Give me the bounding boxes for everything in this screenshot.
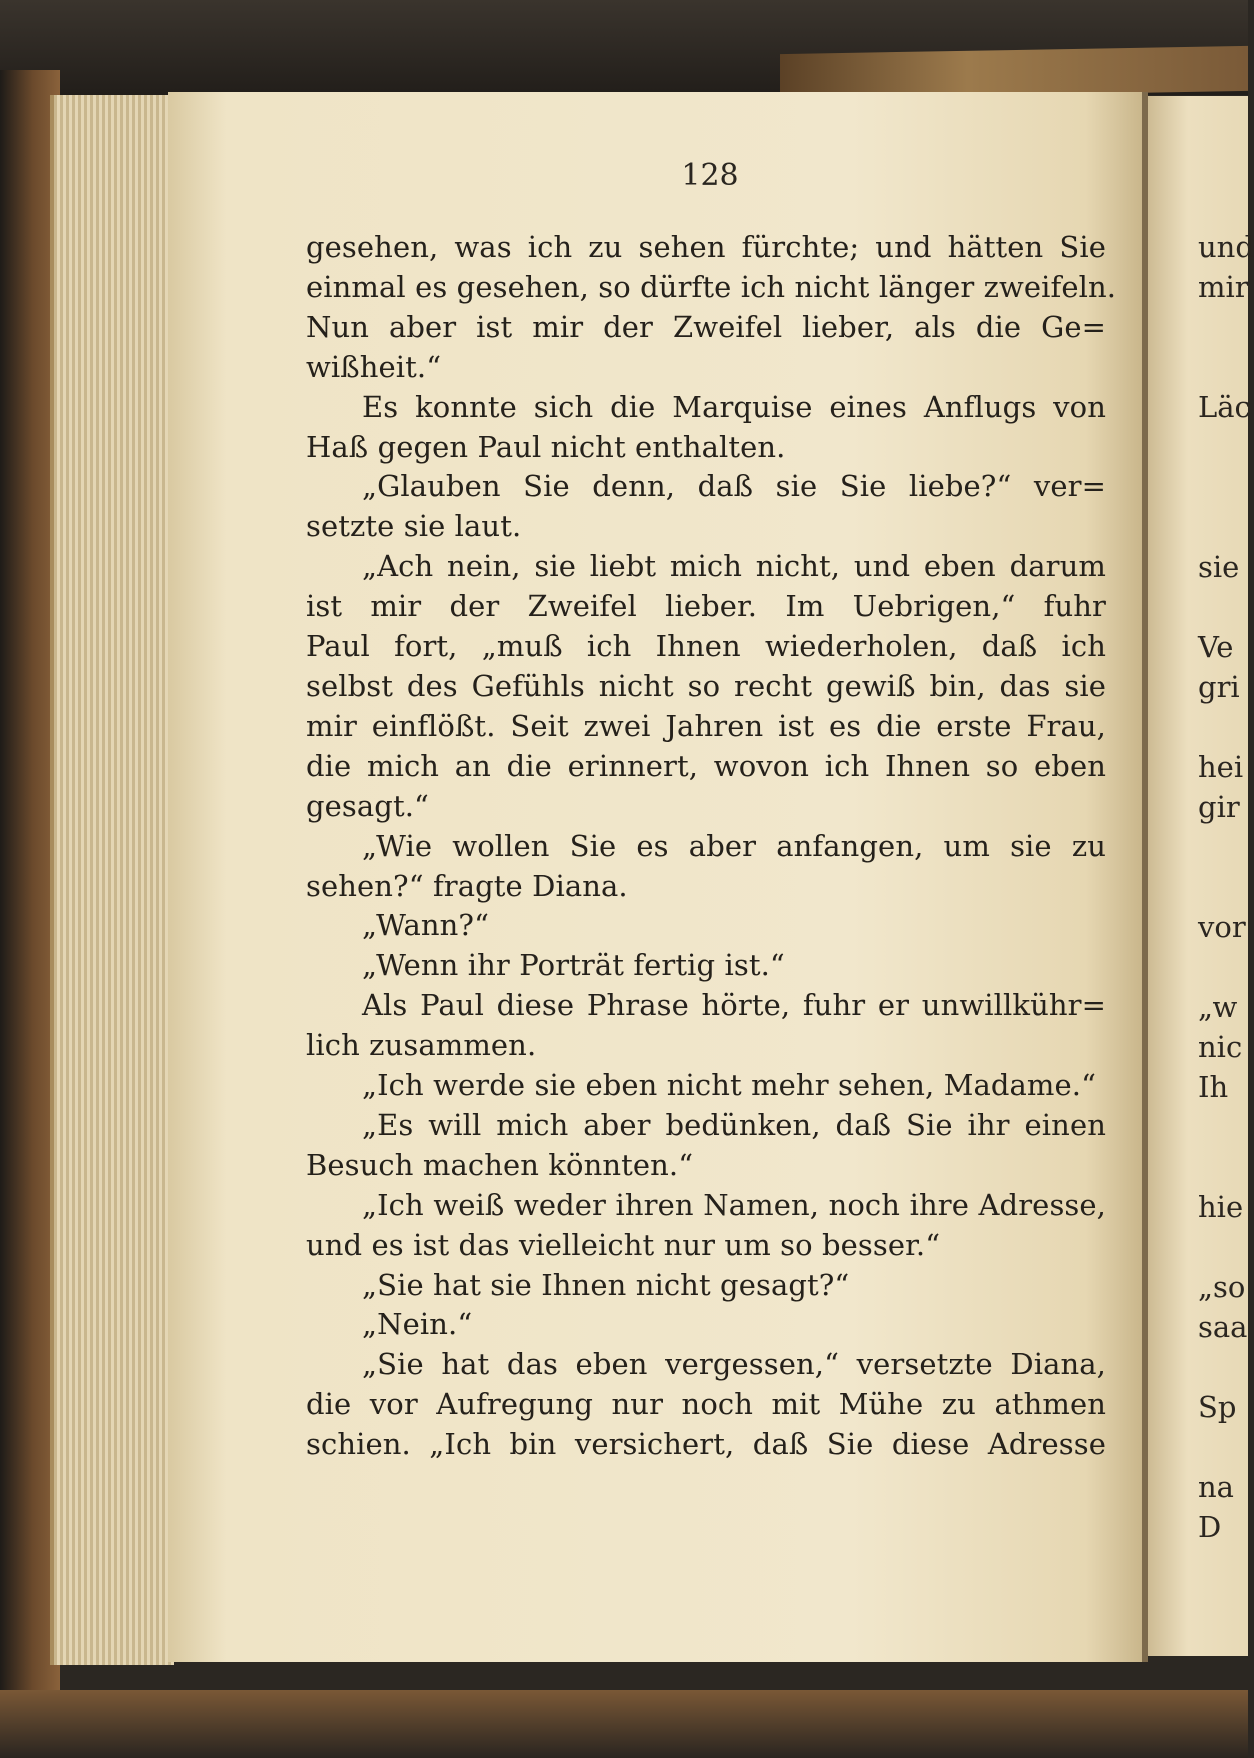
facing-page-fragment: und: [1198, 230, 1254, 264]
text-line: die mich an die erinnert, wovon ich Ihnen so eben: [306, 748, 1106, 783]
text-line: „Ich weiß weder ihren Namen, noch ihre Adresse,: [362, 1187, 1106, 1222]
text-line: ist mir der Zweifel lieber. Im Uebrigen,“ fuhr: [306, 589, 1106, 624]
facing-page-fragment: Läc: [1198, 390, 1251, 424]
facing-page-blank-row: [1198, 588, 1248, 628]
text-line: Es konnte sich die Marquise eines Anflugs von: [362, 389, 1106, 424]
text-line: „Ich werde sie eben nicht mehr sehen, Madame.“: [362, 1068, 1097, 1103]
text-line: schien. „Ich bin versichert, daß Sie diese Adresse: [306, 1427, 1106, 1462]
facing-page-fragment: gri: [1198, 670, 1240, 704]
facing-page-blank-row: [1198, 348, 1248, 388]
facing-page-fragment: hie: [1198, 1190, 1244, 1224]
text-line: Haß gegen Paul nicht enthalten.: [306, 429, 786, 464]
text-line: „Wenn ihr Porträt fertig ist.“: [362, 948, 785, 983]
text-line: sehen?“ fragte Diana.: [306, 868, 628, 903]
text-line: Besuch machen könnten.“: [306, 1147, 694, 1182]
facing-page-blank-row: [1198, 1228, 1248, 1268]
facing-page-fragment: sie: [1198, 550, 1240, 584]
facing-page-blank-row: [1198, 1428, 1248, 1468]
facing-page-blank-row: [1198, 868, 1248, 908]
text-line: gesehen, was ich zu sehen fürchte; und hätten Sie: [306, 230, 1106, 264]
page-text: [306, 228, 1117, 1465]
text-line: „Glauben Sie denn, daß sie Sie liebe?“ ver=: [362, 469, 1106, 504]
facing-page-blank-row: [1198, 428, 1248, 468]
facing-page-fragment: „w: [1198, 990, 1238, 1024]
text-line: „Nein.“: [362, 1307, 473, 1342]
text-line: einmal es gesehen, so dürfte ich nicht länger zweifeln.: [306, 269, 1117, 304]
page-edges: [50, 95, 174, 1665]
facing-page-blank-row: [1198, 1148, 1248, 1188]
text-line: setzte sie laut.: [306, 509, 522, 544]
facing-page-fragment: hei: [1198, 750, 1244, 784]
text-line: mir einflößt. Seit zwei Jahren ist es die erste Frau,: [306, 708, 1106, 743]
text-line: lich zusammen.: [306, 1028, 537, 1063]
text-line: wißheit.“: [306, 349, 442, 384]
book-cover-bottom: [0, 1690, 1248, 1758]
text-line: gesagt.“: [306, 788, 429, 823]
facing-page-fragment: mir: [1198, 270, 1249, 304]
text-line: Als Paul diese Phrase hörte, fuhr er unwillkühr=: [362, 988, 1106, 1023]
text-line: Nun aber ist mir der Zweifel lieber, als die Ge=: [306, 309, 1106, 344]
text-line: „Ach nein, sie liebt mich nicht, und eben darum: [362, 549, 1106, 584]
page-number: 128: [681, 158, 739, 193]
facing-page-fragment: Ih: [1198, 1070, 1229, 1104]
text-line: Paul fort, „muß ich Ihnen wiederholen, daß ich: [306, 629, 1106, 664]
facing-page-blank-row: [1198, 468, 1248, 508]
facing-page-blank-row: [1198, 1348, 1248, 1388]
facing-page-fragment: saa: [1198, 1310, 1248, 1344]
text-line: „Wie wollen Sie es aber anfangen, um sie zu: [362, 828, 1106, 863]
text-line: und es ist das vielleicht nur um so besser.“: [306, 1227, 941, 1262]
text-line: die vor Aufregung nur noch mit Mühe zu athmen: [306, 1387, 1106, 1422]
facing-page-fragment: „so: [1198, 1270, 1246, 1304]
facing-page-blank-row: [1198, 828, 1248, 868]
facing-page-blank-row: [1198, 948, 1248, 988]
facing-page-fragment: gir: [1198, 790, 1240, 824]
text-line: „Sie hat das eben vergessen,“ versetzte Diana,: [362, 1347, 1106, 1382]
facing-page-blank-row: [1198, 708, 1248, 748]
facing-page-blank-row: [1198, 308, 1248, 348]
facing-page-fragment: D: [1198, 1510, 1222, 1544]
text-line: „Wann?“: [362, 908, 489, 943]
text-line: selbst des Gefühls nicht so recht gewiß bin, das sie: [306, 668, 1106, 703]
facing-page-fragment: Ve: [1198, 630, 1234, 664]
facing-page-blank-row: [1198, 508, 1248, 548]
facing-page-fragment: na: [1198, 1470, 1234, 1504]
text-line: „Sie hat sie Ihnen nicht gesagt?“: [362, 1267, 850, 1302]
text-line: „Es will mich aber bedünken, daß Sie ihr einen: [362, 1107, 1106, 1142]
facing-page-fragment: nic: [1198, 1030, 1243, 1064]
facing-page-fragment: vor: [1198, 910, 1246, 944]
facing-page-text: [1198, 228, 1254, 1548]
facing-page-blank-row: [1198, 1108, 1248, 1148]
facing-page-fragment: Sp: [1198, 1390, 1237, 1424]
